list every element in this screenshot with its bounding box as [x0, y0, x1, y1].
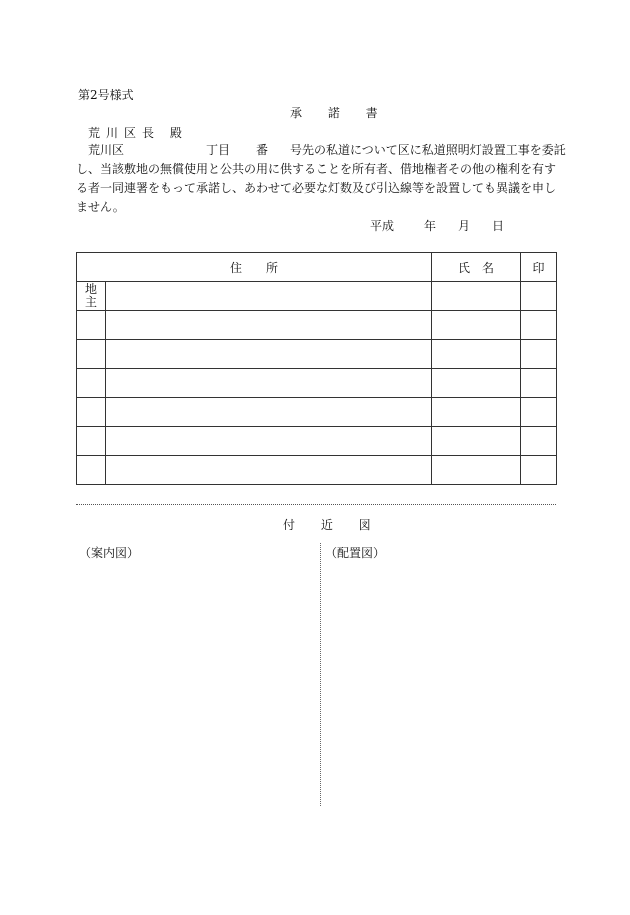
header-name: 氏 名 — [432, 253, 521, 282]
header-address: 住 所 — [77, 253, 432, 282]
document-title: 承 諾 書 — [290, 106, 389, 120]
name-cell[interactable] — [432, 456, 521, 485]
consent-body — [76, 141, 566, 217]
row-label-cell — [77, 398, 106, 427]
body-line-2: し、当該敷地の無償使用と公共の用に供することを所有者、借地権者その他の権利を有す — [76, 162, 557, 176]
vicinity-map-title: 付 近 図 — [283, 518, 382, 532]
table-header-row — [77, 253, 557, 282]
table-row — [77, 282, 557, 311]
table-row — [77, 311, 557, 340]
seal-cell[interactable] — [521, 340, 557, 369]
table-row — [77, 398, 557, 427]
name-cell[interactable] — [432, 311, 521, 340]
body-line-3: る者一同連署をもって承諾し、あわせて必要な灯数及び引込線等を設置しても異議を申し — [76, 181, 557, 195]
address-cell[interactable] — [106, 340, 432, 369]
body-line-1 — [76, 141, 566, 160]
owner-label — [77, 282, 106, 311]
row-label-cell — [77, 369, 106, 398]
date-month: 月 — [458, 219, 471, 233]
body-line-4: ません。 — [76, 200, 125, 214]
form-number: 第2号様式 — [78, 88, 134, 102]
guide-map-label: （案内図） — [79, 546, 140, 560]
date-line — [370, 217, 504, 234]
chome-label: 丁目 — [206, 143, 231, 157]
table-row — [77, 369, 557, 398]
section-divider — [76, 504, 556, 505]
seal-cell[interactable] — [521, 456, 557, 485]
table-row — [77, 456, 557, 485]
table-row — [77, 340, 557, 369]
seal-cell[interactable] — [521, 311, 557, 340]
go-rest-text: 号先の私道について区に私道照明灯設置工事を委託 — [290, 143, 566, 157]
address-cell[interactable] — [106, 369, 432, 398]
row-label-cell — [77, 456, 106, 485]
addressee: 荒川区長 殿 — [88, 126, 188, 140]
name-cell[interactable] — [432, 282, 521, 311]
date-era: 平成 — [370, 219, 395, 233]
row-label-cell — [77, 311, 106, 340]
name-cell[interactable] — [432, 369, 521, 398]
name-cell[interactable] — [432, 398, 521, 427]
address-cell[interactable] — [106, 398, 432, 427]
date-day: 日 — [492, 219, 505, 233]
seal-cell[interactable] — [521, 282, 557, 311]
address-cell[interactable] — [106, 456, 432, 485]
signature-table — [76, 252, 557, 485]
map-divider — [320, 543, 321, 806]
row-label-cell — [77, 427, 106, 456]
seal-cell[interactable] — [521, 398, 557, 427]
ban-label: 番 — [256, 143, 269, 157]
date-year: 年 — [424, 219, 437, 233]
row-label-cell — [77, 340, 106, 369]
name-cell[interactable] — [432, 340, 521, 369]
layout-map-label: （配置図） — [325, 546, 386, 560]
seal-cell[interactable] — [521, 427, 557, 456]
table-row — [77, 427, 557, 456]
address-cell[interactable] — [106, 427, 432, 456]
name-cell[interactable] — [432, 427, 521, 456]
header-seal: 印 — [521, 253, 557, 282]
ward-name: 荒川区 — [88, 143, 125, 157]
seal-cell[interactable] — [521, 369, 557, 398]
owner-label-text: 地主 — [85, 282, 98, 309]
address-cell[interactable] — [106, 282, 432, 311]
address-cell[interactable] — [106, 311, 432, 340]
